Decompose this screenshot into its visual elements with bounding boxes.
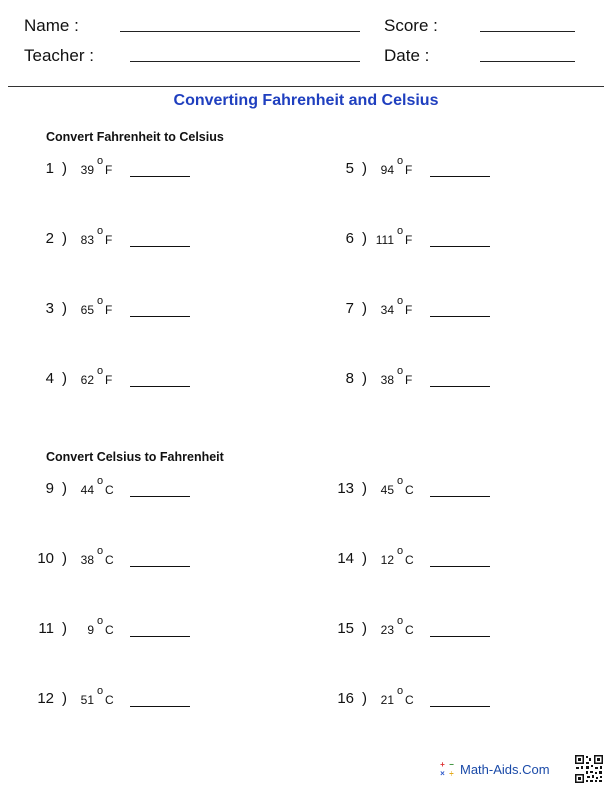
problem-paren: ) xyxy=(362,230,367,247)
problem-paren: ) xyxy=(62,160,67,177)
degree-symbol: o xyxy=(96,155,104,167)
date-field[interactable] xyxy=(480,61,575,62)
temperature-unit: C xyxy=(405,553,414,567)
temperature-unit: C xyxy=(105,553,114,567)
math-aids-logo[interactable] xyxy=(438,760,550,778)
temperature-value: 51 xyxy=(80,693,94,707)
problem-item xyxy=(20,295,280,320)
problem-number: 8 xyxy=(345,370,354,387)
degree-symbol: o xyxy=(96,225,104,237)
date-label: Date : xyxy=(384,46,430,65)
problem-paren: ) xyxy=(62,300,67,317)
temperature-value: 65 xyxy=(80,303,94,317)
temperature-value: 38 xyxy=(380,373,394,387)
problem-item xyxy=(320,365,580,390)
answer-line[interactable] xyxy=(130,566,190,567)
answer-line[interactable] xyxy=(430,316,490,317)
answer-line[interactable] xyxy=(130,316,190,317)
temperature-value: 111 xyxy=(375,233,394,247)
problem-item xyxy=(320,615,580,640)
problem-number: 2 xyxy=(45,230,54,247)
temperature-value: 39 xyxy=(80,163,94,177)
problem-paren: ) xyxy=(362,620,367,637)
answer-line[interactable] xyxy=(430,176,490,177)
logo-text: Math-Aids.Com xyxy=(460,761,550,777)
math-aids-logo-icon xyxy=(438,760,456,778)
section-title-c-to-f: Convert Celsius to Fahrenheit xyxy=(46,450,224,464)
teacher-label: Teacher : xyxy=(24,46,94,65)
problem-paren: ) xyxy=(62,480,67,497)
problem-paren: ) xyxy=(62,370,67,387)
temperature-unit: C xyxy=(105,623,114,637)
problem-item xyxy=(20,685,280,710)
plus-glyph: + xyxy=(440,760,445,769)
answer-line[interactable] xyxy=(130,636,190,637)
temperature-value: 94 xyxy=(380,163,394,177)
temperature-value: 23 xyxy=(380,623,394,637)
worksheet-title: Converting Fahrenheit and Celsius xyxy=(173,92,439,109)
problem-number: 3 xyxy=(45,300,54,317)
problem-paren: ) xyxy=(362,550,367,567)
answer-line[interactable] xyxy=(430,386,490,387)
degree-symbol: o xyxy=(96,365,104,377)
temperature-unit: C xyxy=(105,483,114,497)
times-glyph: × xyxy=(440,769,445,778)
problem-item xyxy=(20,615,280,640)
problem-paren: ) xyxy=(62,550,67,567)
problem-item xyxy=(20,545,280,570)
degree-symbol: o xyxy=(396,155,404,167)
problem-item xyxy=(320,475,580,500)
problem-number: 4 xyxy=(45,370,54,387)
degree-symbol: o xyxy=(396,475,404,487)
name-field[interactable] xyxy=(120,31,360,32)
degree-symbol: o xyxy=(396,225,404,237)
problem-paren: ) xyxy=(62,620,67,637)
problem-item xyxy=(320,225,580,250)
answer-line[interactable] xyxy=(130,706,190,707)
temperature-value: 62 xyxy=(80,373,94,387)
problem-number: 16 xyxy=(337,690,354,707)
degree-symbol: o xyxy=(396,685,404,697)
degree-symbol: o xyxy=(96,615,104,627)
temperature-unit: F xyxy=(405,233,413,247)
degree-symbol: o xyxy=(396,365,404,377)
problem-paren: ) xyxy=(362,690,367,707)
degree-symbol: o xyxy=(96,295,104,307)
temperature-value: 12 xyxy=(380,553,394,567)
problem-item xyxy=(320,295,580,320)
temperature-value: 21 xyxy=(380,693,394,707)
problem-paren: ) xyxy=(362,370,367,387)
problem-number: 14 xyxy=(337,550,354,567)
answer-line[interactable] xyxy=(430,246,490,247)
answer-line[interactable] xyxy=(130,386,190,387)
temperature-value: 38 xyxy=(80,553,94,567)
temperature-unit: F xyxy=(105,233,113,247)
problem-item xyxy=(320,685,580,710)
problem-paren: ) xyxy=(362,480,367,497)
answer-line[interactable] xyxy=(430,706,490,707)
answer-line[interactable] xyxy=(430,636,490,637)
minus-glyph: − xyxy=(449,760,454,769)
problem-item xyxy=(20,155,280,180)
problem-paren: ) xyxy=(362,160,367,177)
temperature-value: 9 xyxy=(87,623,94,637)
name-label: Name : xyxy=(24,16,79,35)
temperature-value: 45 xyxy=(380,483,394,497)
answer-line[interactable] xyxy=(130,496,190,497)
degree-symbol: o xyxy=(396,295,404,307)
problem-number: 13 xyxy=(337,480,354,497)
divide-glyph: ÷ xyxy=(449,769,454,778)
problem-item xyxy=(20,365,280,390)
problem-number: 5 xyxy=(345,160,354,177)
degree-symbol: o xyxy=(96,685,104,697)
degree-symbol: o xyxy=(96,545,104,557)
problem-item xyxy=(320,545,580,570)
problem-paren: ) xyxy=(62,690,67,707)
problem-item xyxy=(320,155,580,180)
problem-number: 6 xyxy=(345,230,354,247)
temperature-unit: C xyxy=(405,693,414,707)
problem-number: 11 xyxy=(38,620,54,637)
score-field[interactable] xyxy=(480,31,575,32)
temperature-value: 44 xyxy=(80,483,94,497)
problem-number: 15 xyxy=(337,620,354,637)
problem-number: 12 xyxy=(37,690,54,707)
problem-paren: ) xyxy=(62,230,67,247)
problem-paren: ) xyxy=(362,300,367,317)
temperature-unit: F xyxy=(405,163,413,177)
temperature-unit: F xyxy=(105,163,113,177)
score-label: Score : xyxy=(384,16,438,35)
temperature-unit: F xyxy=(405,373,413,387)
teacher-field[interactable] xyxy=(130,61,360,62)
degree-symbol: o xyxy=(396,545,404,557)
temperature-value: 34 xyxy=(380,303,394,317)
problem-item xyxy=(20,225,280,250)
problem-number: 10 xyxy=(37,550,54,567)
temperature-unit: F xyxy=(105,373,113,387)
problem-number: 1 xyxy=(45,160,54,177)
qr-code-icon xyxy=(574,754,604,784)
problem-number: 9 xyxy=(45,480,54,497)
temperature-unit: F xyxy=(405,303,413,317)
degree-symbol: o xyxy=(396,615,404,627)
answer-line[interactable] xyxy=(430,566,490,567)
temperature-unit: C xyxy=(405,483,414,497)
header-divider xyxy=(8,86,604,87)
answer-line[interactable] xyxy=(430,496,490,497)
temperature-value: 83 xyxy=(80,233,94,247)
answer-line[interactable] xyxy=(130,176,190,177)
problem-item xyxy=(20,475,280,500)
answer-line[interactable] xyxy=(130,246,190,247)
temperature-unit: C xyxy=(405,623,414,637)
degree-symbol: o xyxy=(96,475,104,487)
temperature-unit: F xyxy=(105,303,113,317)
temperature-unit: C xyxy=(105,693,114,707)
problem-number: 7 xyxy=(345,300,354,317)
section-title-f-to-c: Convert Fahrenheit to Celsius xyxy=(46,130,224,144)
